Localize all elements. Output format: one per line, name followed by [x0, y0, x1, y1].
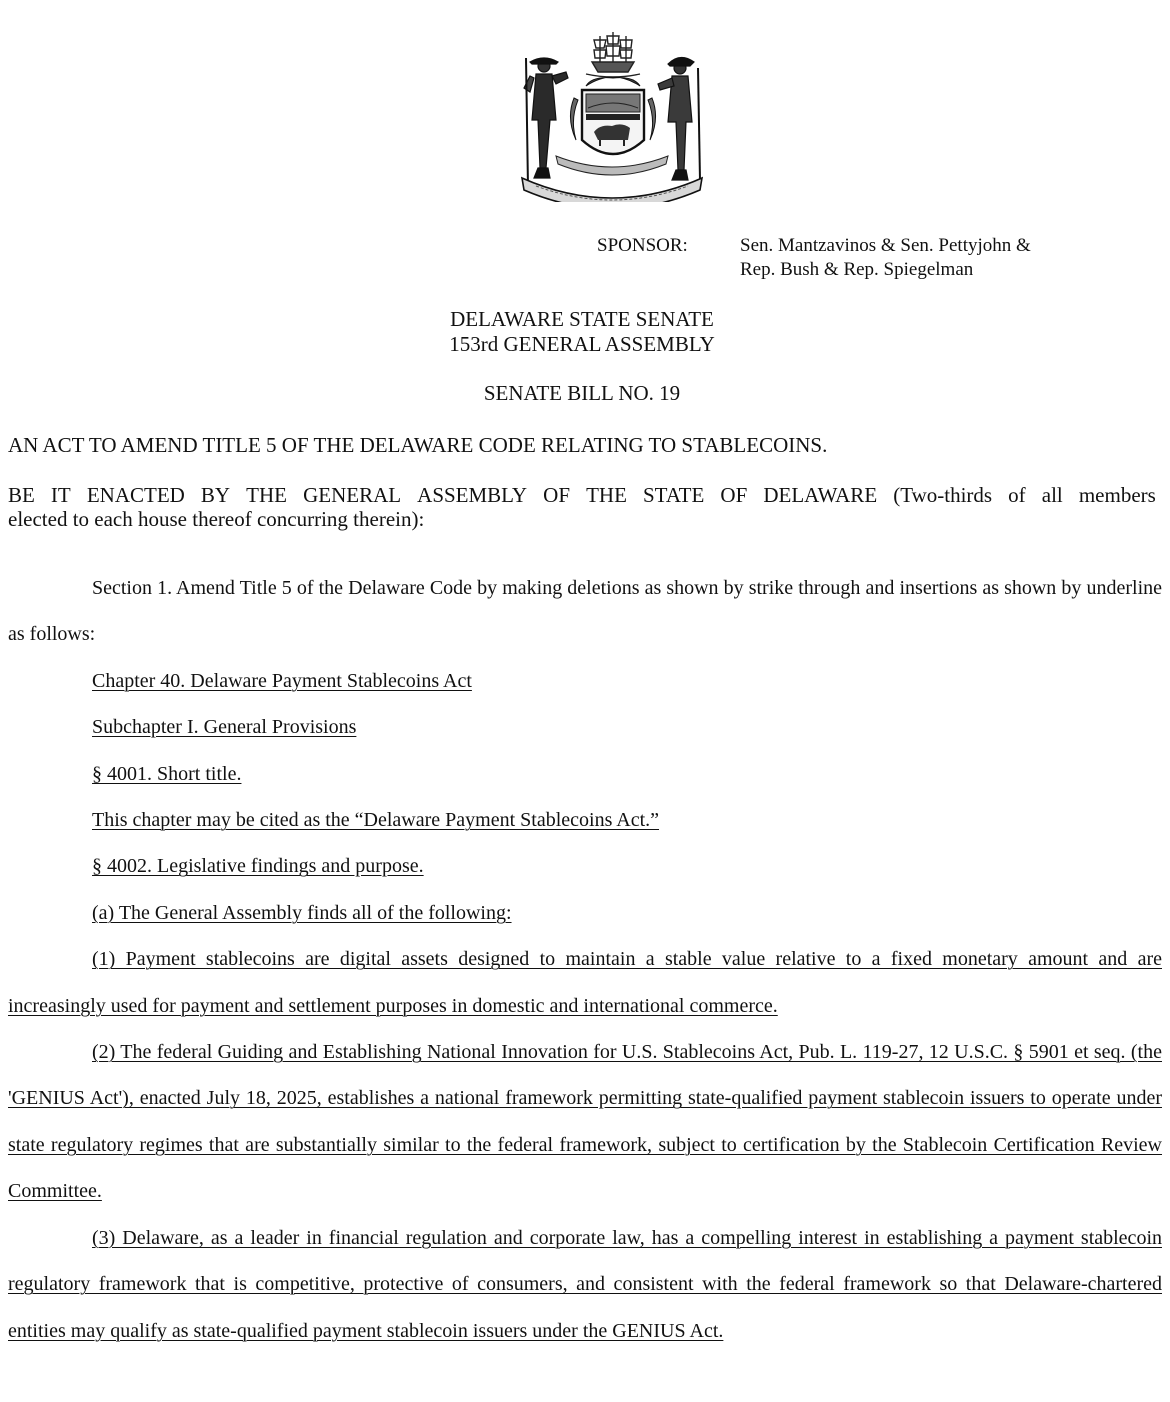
bill-header: [0, 307, 1164, 357]
enacting-clause-word: THE: [246, 483, 287, 507]
enacting-clause-word: IT: [50, 483, 71, 507]
sponsor-line-2: Rep. Bush & Rep. Spiegelman: [740, 259, 974, 280]
section-1-text: Section 1. Amend Title 5 of the Delaware Code by making deletions as shown by strike through and insertions as shown by underline as follows:: [8, 577, 1162, 646]
enacting-clause-line-1: [8, 483, 1156, 507]
section-4002-subsection-a: (a) The General Assembly finds all of the following:: [92, 901, 512, 924]
finding-1: (1) Payment stablecoins are digital assets designed to maintain a stable value relative to a fixed monetary amount and are increasingly used for payment and settlement purposes in domestic and international commerce.: [8, 948, 1162, 1017]
bill-number: SENATE BILL NO. 19: [483, 381, 681, 405]
assembly-title: 153rd GENERAL ASSEMBLY: [449, 332, 715, 356]
enacting-clause-word: members: [1078, 483, 1156, 507]
section-4002-heading: § 4002. Legislative findings and purpose.: [92, 855, 424, 878]
finding-3: (3) Delaware, as a leader in financial regulation and corporate law, has a compelling interest in establishing a payment stablecoin regulatory framework that is competitive, protective of consumers, and consistent with the federal framework so that Delaware-chartered entities may qualify as state-qualified payment stablecoin issuers under the GENIUS Act.: [8, 1226, 1162, 1342]
enacting-clause-word: OF: [543, 483, 571, 507]
enacting-clause-word: GENERAL: [303, 483, 402, 507]
enacting-clause-word: STATE: [643, 483, 705, 507]
enacting-clause-word: OF: [720, 483, 748, 507]
chamber-title: DELAWARE STATE SENATE: [450, 307, 714, 331]
sponsor-label: SPONSOR:: [597, 235, 688, 256]
enacting-clause-word: DELAWARE: [763, 483, 878, 507]
sponsor-names: [740, 234, 1031, 282]
enacting-clause-line-2: elected to each house thereof concurring therein):: [8, 507, 425, 531]
enacting-clause-word: ENACTED: [86, 483, 185, 507]
section-4001-text: This chapter may be cited as the “Delaware Payment Stablecoins Act.”: [92, 809, 660, 832]
bill-body: [8, 565, 1162, 1354]
sponsor-line-1: Sen. Mantzavinos & Sen. Pettyjohn &: [740, 235, 1031, 256]
subchapter-heading: Subchapter I. General Provisions: [92, 716, 357, 739]
enacting-clause: [8, 483, 1156, 531]
enacting-clause-word: all: [1041, 483, 1063, 507]
enacting-clause-word: BY: [200, 483, 231, 507]
finding-2: (2) The federal Guiding and Establishing National Innovation for U.S. Stablecoins Act, Pub. L. 119-27, 12 U.S.C. § 5901 et seq. (the 'GENIUS Act'), enacted July 18, 2025, establishes a national framework permitting state-qualified payment stablecoin issuers to operate under state regulatory regimes that are substantially similar to the federal framework, subject to certification by the Stablecoin Certification Review Committee.: [8, 1041, 1162, 1203]
act-title: AN ACT TO AMEND TITLE 5 OF THE DELAWARE CODE RELATING TO STABLECOINS.: [8, 433, 828, 457]
section-4001-heading: § 4001. Short title.: [92, 762, 242, 785]
enacting-clause-word: of: [1008, 483, 1026, 507]
delaware-state-seal-icon: [516, 28, 708, 202]
enacting-clause-word: THE: [586, 483, 627, 507]
chapter-heading: Chapter 40. Delaware Payment Stablecoins Act: [92, 669, 472, 692]
enacting-clause-word: BE: [8, 483, 35, 507]
enacting-clause-word: ASSEMBLY: [417, 483, 528, 507]
enacting-clause-word: (Two-thirds: [893, 483, 993, 507]
